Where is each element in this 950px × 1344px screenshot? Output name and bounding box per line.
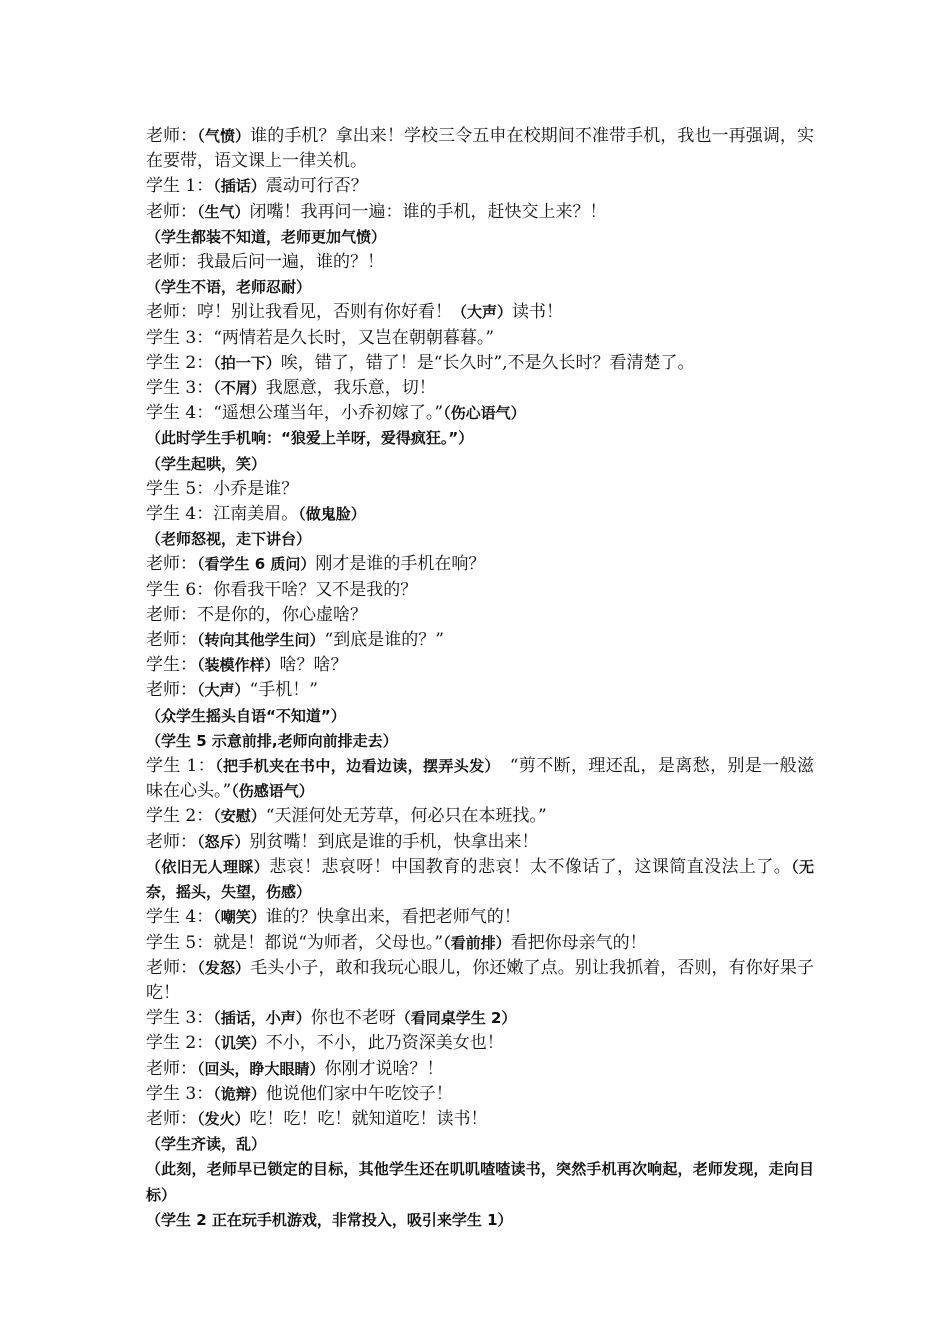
line-text: 学生 3： xyxy=(146,1083,214,1104)
line-text: 学生 2： xyxy=(146,352,214,373)
stage-cue: （怒斥） xyxy=(197,832,250,851)
dialogue-line xyxy=(146,174,814,199)
line-text: （学生齐读，乱） xyxy=(146,1135,267,1154)
line-text: 学生 6：你看我干啥？又不是我的？ xyxy=(146,579,418,600)
dialogue-line xyxy=(146,1031,814,1056)
line-text: 学生 3： xyxy=(146,378,214,399)
dialogue-line xyxy=(146,1006,814,1031)
dialogue-line xyxy=(146,351,814,376)
dialogue-line xyxy=(146,830,814,855)
line-text: “剪不断，理还乱，是离愁，别是一般滋味在心头。” xyxy=(146,756,814,802)
line-text: （学生不语，老师忍耐） xyxy=(146,278,312,297)
stage-cue: （气愤） xyxy=(197,127,251,145)
stage-cue: （看同桌学生 2） xyxy=(395,1009,517,1028)
stage-cue: （安慰） xyxy=(213,807,266,826)
stage-cue: （做鬼脸） xyxy=(298,505,366,524)
line-text: 老师：我最后问一遍，谁的？！ xyxy=(146,252,384,273)
stage-cue: （大声） xyxy=(197,681,250,700)
dialogue-line xyxy=(146,250,814,275)
line-text: 学生 3： xyxy=(146,1008,214,1029)
line-text: 老师：不是你的，你心虚啥？ xyxy=(146,604,367,625)
dialogue-line xyxy=(146,1082,814,1107)
line-text: 老师： xyxy=(146,201,197,222)
dialogue-line xyxy=(146,804,814,829)
line-text: 学生 2： xyxy=(146,806,214,827)
dialogue-line xyxy=(146,855,814,905)
line-text: 老师： xyxy=(146,554,197,575)
stage-cue: （看前排） xyxy=(443,933,511,952)
line-text: 学生 5：小乔是谁？ xyxy=(146,478,299,499)
stage-direction xyxy=(146,275,814,300)
line-text: 谁的手机？拿出来！学校三令五申在校期间不准带手机，我也一再强调，实在要带，语文课上一律关机。 xyxy=(146,126,814,172)
line-text: 读书！ xyxy=(512,302,564,323)
stage-cue: （插话） xyxy=(213,177,266,196)
stage-direction xyxy=(146,527,814,552)
line-text: 学生 5：就是！都说“为师者，父母也。” xyxy=(146,932,444,953)
line-text: 老师：哼！别让我看见，否则有你好看！ xyxy=(146,302,452,323)
line-text: 啥？啥？ xyxy=(279,655,348,676)
stage-cue: （伤心语气） xyxy=(443,404,526,423)
line-text: 震动可行否？ xyxy=(265,176,368,197)
stage-direction xyxy=(146,452,814,477)
stage-direction xyxy=(146,1157,814,1207)
line-text: 你也不老呀 xyxy=(310,1008,396,1029)
dialogue-line xyxy=(146,678,814,703)
stage-direction xyxy=(146,704,814,729)
dialogue-line xyxy=(146,376,814,401)
dialogue-line xyxy=(146,200,814,225)
line-text: 老师： xyxy=(146,630,197,651)
stage-cue: （转向其他学生问） xyxy=(197,631,325,650)
line-text: 闭嘴！我再问一遍：谁的手机，赶快交上来？！ xyxy=(249,201,607,222)
stage-cue: （不屑） xyxy=(213,379,266,398)
dialogue-line xyxy=(146,1107,814,1132)
dialogue-line xyxy=(146,578,814,603)
line-text: 学生 1： xyxy=(146,756,216,777)
stage-cue: （发怒） xyxy=(197,958,251,977)
line-text: 谁的？快拿出来，看把老师气的！ xyxy=(265,907,521,928)
line-text: 学生 4： xyxy=(146,907,214,928)
dialogue-line xyxy=(146,956,814,1006)
dialogue-line xyxy=(146,124,814,174)
stage-cue: （伤感语气） xyxy=(231,782,314,801)
stage-cue: （把手机夹在书中，边看边读，摆弄头发） xyxy=(215,757,493,776)
line-text: 唉，错了，错了！是“长久时”,不是久长时？看清楚了。 xyxy=(280,352,695,373)
line-text: （众学生摇头自语“不知道”） xyxy=(146,706,346,725)
stage-cue: （生气） xyxy=(197,202,250,221)
line-text: 不小，不小，此乃资深美女也！ xyxy=(265,1033,504,1054)
stage-cue: （发火） xyxy=(197,1109,250,1128)
stage-cue: （大声） xyxy=(452,303,513,322)
stage-cue: （拍一下） xyxy=(213,353,281,372)
line-text: （学生起哄，笑） xyxy=(146,454,267,473)
dialogue-line xyxy=(146,653,814,678)
line-text: “到底是谁的？” xyxy=(324,630,444,651)
line-text: （学生 2 正在玩手机游戏，非常投入，吸引来学生 1） xyxy=(146,1210,513,1229)
line-text: 看把你母亲气的！ xyxy=(510,932,647,953)
dialogue-line xyxy=(146,754,814,804)
line-text: 学生 4：江南美眉。 xyxy=(146,504,299,525)
dialogue-line xyxy=(146,502,814,527)
dialogue-line xyxy=(146,552,814,577)
line-text: 我愿意，我乐意，切！ xyxy=(265,378,436,399)
stage-direction xyxy=(146,225,814,250)
line-text: 老师： xyxy=(146,831,197,852)
stage-direction xyxy=(146,1132,814,1157)
stage-direction xyxy=(146,426,814,451)
line-text: 悲哀！悲哀呀！中国教育的悲哀！太不像话了，这课简直没法上了。 xyxy=(269,856,792,877)
line-text: 学生 4：“遥想公瑾当年，小乔初嫁了。” xyxy=(146,403,444,424)
line-text: 学生： xyxy=(146,655,197,676)
line-text: “天涯何处无芳草，何必只在本班找。” xyxy=(265,806,547,827)
stage-cue: （装模作样） xyxy=(197,656,280,675)
dialogue-line xyxy=(146,1057,814,1082)
dialogue-line xyxy=(146,401,814,426)
dialogue-line xyxy=(146,477,814,502)
dialogue-line xyxy=(146,603,814,628)
line-text: 学生 2： xyxy=(146,1033,214,1054)
line-text: 老师： xyxy=(146,957,198,978)
line-text: 别贫嘴！到底是谁的手机，快拿出来！ xyxy=(249,831,539,852)
line-text: （学生 5 示意前排,老师向前排走去） xyxy=(146,731,398,750)
line-text: 刚才是谁的手机在响？ xyxy=(315,554,486,575)
line-text: 老师： xyxy=(146,1058,197,1079)
stage-cue: （看学生 6 质问） xyxy=(197,555,316,574)
line-text: （学生都装不知道，老师更加气愤） xyxy=(146,227,387,246)
line-text: 你刚才说啥？！ xyxy=(324,1058,444,1079)
line-text: 吃！吃！吃！就知道吃！读书！ xyxy=(249,1108,488,1129)
stage-cue: （依旧无人理睬） xyxy=(146,857,270,876)
line-text: （此时学生手机响：“狼爱上羊呀，爱得疯狂。”） xyxy=(146,429,474,448)
stage-direction xyxy=(146,729,814,754)
stage-cue: （回头，睁大眼睛） xyxy=(197,1059,325,1078)
line-text: 毛头小子，敢和我玩心眼儿，你还嫩了点。别让我抓着，否则，有你好果子吃！ xyxy=(146,957,814,1003)
dialogue-line xyxy=(146,300,814,325)
line-text: （此刻，老师早已锁定的目标，其他学生还在叽叽喳喳读书，突然手机再次响起，老师发现，走向目标） xyxy=(146,1160,814,1204)
dialogue-line xyxy=(146,905,814,930)
line-text: 老师： xyxy=(146,126,198,146)
stage-cue: （讥笑） xyxy=(213,1034,266,1053)
dialogue-line xyxy=(146,931,814,956)
dialogue-line xyxy=(146,326,814,351)
stage-direction xyxy=(146,1208,814,1233)
stage-cue: （插话，小声） xyxy=(213,1009,311,1028)
line-text: “手机！” xyxy=(249,680,318,701)
stage-cue: （诡辩） xyxy=(213,1084,266,1103)
line-text: 老师： xyxy=(146,1108,197,1129)
stage-cue: （嘲笑） xyxy=(213,908,266,927)
line-text: 学生 3：“两情若是久长时，又岂在朝朝暮暮。” xyxy=(146,327,495,348)
line-text: （老师怒视，走下讲台） xyxy=(146,530,312,549)
line-text: 学生 1： xyxy=(146,176,214,197)
script-page xyxy=(146,124,814,1233)
line-text: 他说他们家中午吃饺子！ xyxy=(265,1083,453,1104)
line-text: 老师： xyxy=(146,680,197,701)
dialogue-line xyxy=(146,628,814,653)
stage-cue: （无奈，摇头，失望，伤感） xyxy=(146,857,814,902)
